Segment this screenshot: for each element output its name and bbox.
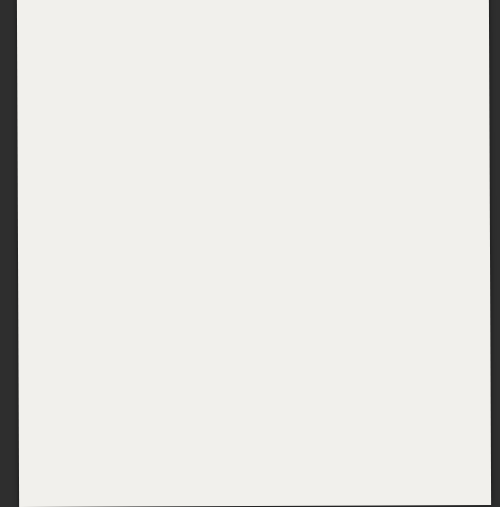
book-page	[17, 0, 491, 507]
